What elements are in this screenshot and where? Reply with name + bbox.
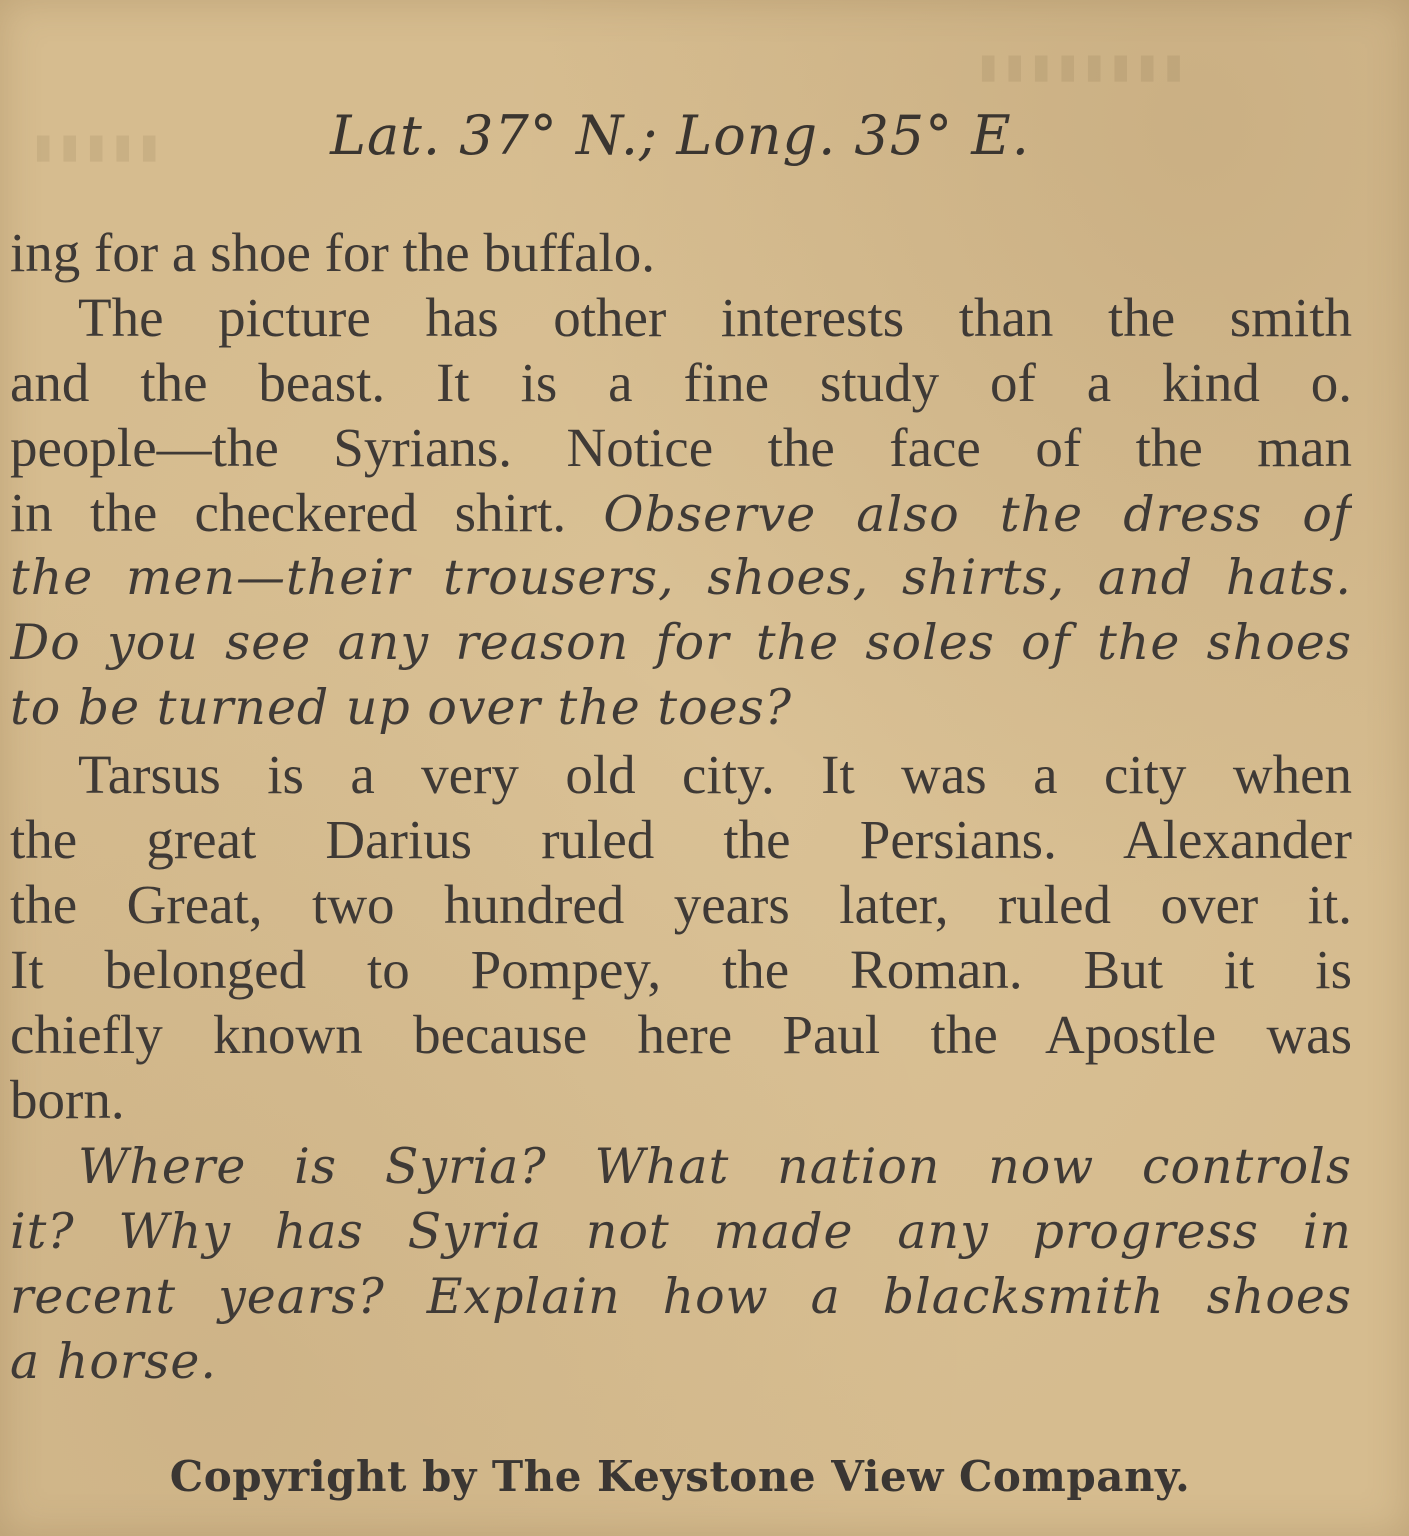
text-line-8: to be turned up over the toes? xyxy=(10,679,792,736)
text-line-12: It belonged to Pompey, the Roman. But it is xyxy=(10,939,1352,1000)
copyright-footer: Copyright by The Keystone View Company. xyxy=(169,1452,1191,1501)
bleed-through-mark: ▮▮▮▮▮ xyxy=(30,120,163,171)
text-line-3: and the beast. It is a fine study of a kind o. xyxy=(10,352,1352,413)
text-line-1: ing for a shoe for the buffalo. xyxy=(10,222,656,283)
text-line-5-italic: Observe also the dress of xyxy=(603,486,1352,543)
text-line-16: it? Why has Syria not made any progress in xyxy=(10,1203,1352,1260)
text-line-2: The picture has other interests than the smith xyxy=(78,287,1352,348)
text-line-7: Do you see any reason for the soles of the shoes xyxy=(10,614,1352,671)
text-line-4: people—the Syrians. Notice the face of the man xyxy=(10,417,1352,478)
text-line-6: the men—their trousers, shoes, shirts, and hats. xyxy=(10,549,1352,606)
coordinates-heading: Lat. 37° N.; Long. 35° E. xyxy=(330,104,1030,167)
text-line-13: chiefly known because here Paul the Apostle was xyxy=(10,1004,1352,1065)
bleed-through-stamp: ▮▮▮▮▮▮▮▮ xyxy=(975,40,1187,91)
text-line-11: the Great, two hundred years later, ruled over it. xyxy=(10,874,1352,935)
text-line-18: a horse. xyxy=(10,1333,217,1390)
text-line-14: born. xyxy=(10,1069,125,1130)
text-line-9: Tarsus is a very old city. It was a city when xyxy=(78,744,1352,805)
text-line-5 xyxy=(10,480,1352,546)
text-line-17: recent years? Explain how a blacksmith shoes xyxy=(10,1268,1352,1325)
text-line-10: the great Darius ruled the Persians. Alexander xyxy=(10,809,1352,870)
text-line-5-roman: in the checkered shirt. xyxy=(10,482,567,543)
text-line-15: Where is Syria? What nation now controls xyxy=(78,1138,1352,1195)
